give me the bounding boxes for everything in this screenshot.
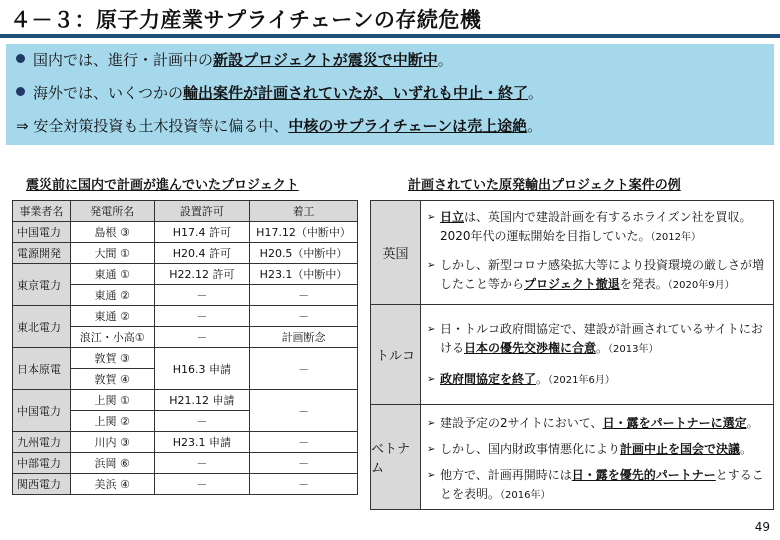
plant-cell: 東通 ② (70, 306, 154, 327)
triangle-bullet-icon: ➢ (427, 260, 436, 271)
permit-cell: H20.4 許可 (154, 243, 250, 264)
start-cell: － (250, 306, 358, 327)
emphasis-text: 計画中止を国会で決議 (620, 442, 741, 456)
start-cell: － (250, 348, 358, 390)
header-permit: 設置許可 (154, 201, 250, 222)
country-divider (371, 304, 773, 305)
bullet-text: しかし、新型コロナ感染拡大等により投資環境の厳しさが増したこと等から (440, 258, 765, 291)
export-projects-panel (370, 200, 774, 510)
company-cell: 中国電力 (13, 222, 71, 243)
triangle-bullet-icon: ➢ (427, 324, 436, 335)
table-row (13, 243, 358, 264)
bullet-item (427, 369, 773, 390)
permit-cell: － (154, 285, 250, 306)
plant-cell: 敦賀 ③ (70, 348, 154, 369)
bullet-dot-icon (16, 87, 25, 96)
summary-line-overseas: 海外では、いくつかの輸出案件が計画されていたが、いずれも中止・終了。 (16, 82, 543, 103)
bullet-text: とすることを表明。 (440, 468, 764, 501)
start-cell: 計画断念 (250, 327, 358, 348)
emphasis-text: 日本の優先交渉権に合意 (464, 341, 597, 355)
table-header-row (13, 201, 358, 222)
export-section-title: 計画されていた原発輸出プロジェクト案件の例 (408, 178, 681, 193)
country-label-vietnam: ベトナム (371, 405, 421, 509)
table-row (13, 390, 358, 411)
summary-line-conclusion: ⇒ 安全対策投資も土木投資等に偏る中、中核のサプライチェーンは売上途絶。 (16, 117, 543, 135)
bullet-item (427, 255, 773, 295)
permit-cell: H21.12 申請 (154, 390, 250, 411)
table-row (13, 432, 358, 453)
triangle-bullet-icon: ➢ (427, 212, 436, 223)
summary-line-domestic: 国内では、進行・計画中の新設プロジェクトが震災で中断中。 (16, 49, 453, 70)
permit-cell: － (154, 411, 250, 432)
plant-cell: 敦賀 ④ (70, 369, 154, 390)
permit-cell: H22.12 許可 (154, 264, 250, 285)
table-row (13, 348, 358, 369)
start-cell: － (250, 453, 358, 474)
bullet-item (427, 439, 773, 459)
header-company: 事業者名 (13, 201, 71, 222)
year-note: （2020年9月） (667, 280, 735, 291)
table-row (13, 306, 358, 327)
plant-cell: 上関 ① (70, 390, 154, 411)
plant-cell: 浪江・小高① (70, 327, 154, 348)
permit-cell: － (154, 453, 250, 474)
bullet-text: 。 (596, 341, 609, 355)
plant-cell: 上関 ② (70, 411, 154, 432)
bullet-item (427, 319, 773, 359)
emphasis-text: プロジェクト撤退 (524, 277, 620, 291)
triangle-bullet-icon: ➢ (427, 418, 436, 429)
bullet-text: 。 (740, 442, 753, 456)
permit-cell: H17.4 許可 (154, 222, 250, 243)
start-cell: H23.1（中断中） (250, 264, 358, 285)
page-title: ４－３：原子力産業サプライチェーンの存続危機 (10, 8, 482, 32)
emphasis-text: 日・露を優先的パートナー (571, 468, 716, 482)
company-cell: 電源開発 (13, 243, 71, 264)
bullet-text: 建設予定の2サイトにおいて、 (440, 416, 603, 430)
company-cell: 東京電力 (13, 264, 71, 306)
bullet-text: を発表。 (619, 277, 668, 291)
plant-cell: 東通 ① (70, 264, 154, 285)
start-cell: H20.5（中断中） (250, 243, 358, 264)
bullet-text: 日・トルコ政府間協定で、建設が計画されているサイトにおける (440, 322, 763, 355)
country-label-uk: 英国 (371, 201, 421, 304)
company-cell: 東北電力 (13, 306, 71, 348)
domestic-section-title: 震災前に国内で計画が進んでいたプロジェクト (26, 178, 299, 193)
permit-cell: － (154, 474, 250, 495)
bullet-item (427, 413, 773, 433)
table-row (13, 222, 358, 243)
company-cell: 関西電力 (13, 474, 71, 495)
permit-cell: H23.1 申請 (154, 432, 250, 453)
company-cell: 九州電力 (13, 432, 71, 453)
year-note: （2013年） (608, 344, 659, 355)
company-cell: 中国電力 (13, 390, 71, 432)
bullet-dot-icon (16, 54, 25, 63)
permit-cell: H16.3 申請 (154, 348, 250, 390)
plant-cell: 島根 ③ (70, 222, 154, 243)
domestic-projects-table (12, 200, 358, 495)
bullet-text: 。 (746, 416, 759, 430)
year-note: （2016年） (500, 490, 551, 501)
start-cell: － (250, 285, 358, 306)
table-row (13, 453, 358, 474)
start-cell: － (250, 474, 358, 495)
country-divider (371, 404, 773, 405)
triangle-bullet-icon: ➢ (427, 470, 436, 481)
plant-cell: 美浜 ④ (70, 474, 154, 495)
title-underline (0, 34, 780, 38)
plant-cell: 浜岡 ⑥ (70, 453, 154, 474)
permit-cell: － (154, 306, 250, 327)
emphasis-text: 政府間協定を終了 (440, 372, 537, 386)
start-cell: － (250, 432, 358, 453)
header-plant: 発電所名 (70, 201, 154, 222)
plant-cell: 大間 ① (70, 243, 154, 264)
bullet-item (427, 207, 773, 247)
country-label-turkey: トルコ (371, 305, 421, 404)
table-row (13, 264, 358, 285)
company-cell: 中部電力 (13, 453, 71, 474)
emphasis-text: 日立 (440, 210, 465, 224)
summary-box (6, 44, 774, 145)
header-start: 着工 (250, 201, 358, 222)
bullet-text: 他方で、計画再開時には (440, 468, 572, 482)
start-cell: H17.12（中断中） (250, 222, 358, 243)
plant-cell: 東通 ② (70, 285, 154, 306)
bullet-text: 。 (536, 372, 549, 386)
triangle-bullet-icon: ➢ (427, 444, 436, 455)
permit-cell: － (154, 327, 250, 348)
bullet-text: は、英国内で建設計画を有するホライズン社を買収。2020年代の運転開始を目指していた。 (440, 210, 752, 243)
plant-cell: 川内 ③ (70, 432, 154, 453)
triangle-bullet-icon: ➢ (427, 374, 436, 385)
bullet-text: しかし、国内財政事情悪化により (440, 442, 621, 456)
start-cell: － (250, 390, 358, 432)
year-note: （2021年6月） (548, 375, 615, 386)
company-cell: 日本原電 (13, 348, 71, 390)
emphasis-text: 日・露をパートナーに選定 (602, 416, 747, 430)
page-number: 49 (754, 520, 770, 534)
bullet-item (427, 465, 773, 505)
year-note: （2012年） (650, 232, 701, 243)
table-row (13, 474, 358, 495)
